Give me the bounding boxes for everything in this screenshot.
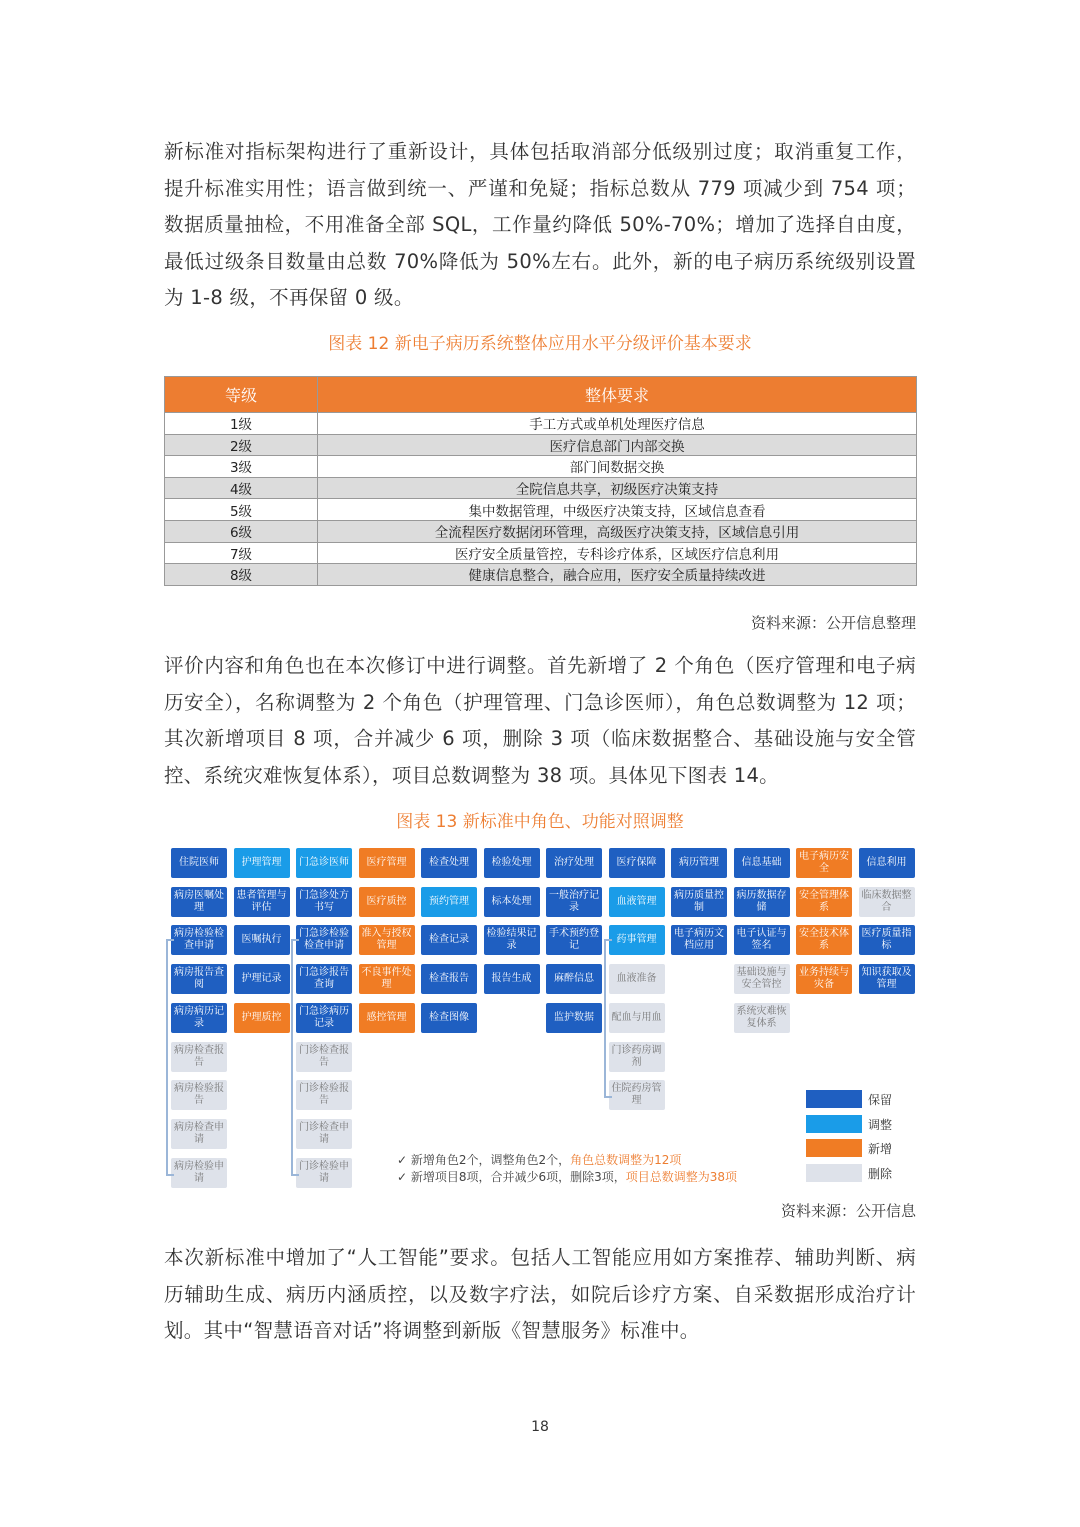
- grade-requirements-table: [164, 376, 917, 586]
- legend-label: 保留: [868, 1093, 893, 1107]
- function-item-box: 病房检验报告: [171, 1080, 227, 1110]
- intro-paragraph: 新标准对指标架构进行了重新设计，具体包括取消部分低级别过度；取消重复工作，提升标准实用性；语言做到统一、严谨和免疑；指标总数从 779 项减少到 754 项；数据质量抽检，不用准备全部 SQL，工作量约降低 50%-70%；增加了选择自由度，最低过级条目数量由总数 70%降低为 50%左右。此外，新的电子病历系统级别设置为 1-8 级，不再保留 0 级。: [164, 140, 916, 309]
- function-item-box: 病房检验检查申请: [171, 925, 227, 955]
- note-text: ✓ 新增项目8项，合并减少6项，删除3项，: [397, 1170, 626, 1184]
- level-cell: 1级: [165, 413, 318, 435]
- table-row: [165, 413, 917, 435]
- table-row: [165, 542, 917, 564]
- role-header-box: 住院医师: [171, 848, 227, 878]
- function-item-box: 门急诊病历记录: [296, 1003, 352, 1033]
- function-item-box: 安全技术体系: [796, 925, 852, 955]
- function-item-box: 电子认证与签名: [734, 925, 790, 955]
- function-item-box: 门诊检查报告: [296, 1042, 352, 1072]
- function-item-box: 检查报告: [421, 964, 477, 994]
- function-item-box: 医疗质控: [359, 887, 415, 917]
- function-item-box: 门诊药房调剂: [609, 1042, 665, 1072]
- function-item-box: 检查记录: [421, 925, 477, 955]
- requirement-cell: 医疗安全质量管控，专科诊疗体系，区域医疗信息利用: [318, 542, 917, 564]
- header-level: 等级: [165, 377, 318, 413]
- roles-paragraph: 评价内容和角色也在本次修订中进行调整。首先新增了 2 个角色（医疗管理和电子病历安全），名称调整为 2 个角色（护理管理、门急诊医师），角色总数调整为 12 项；其次新增项目 8 项，合并减少 6 项，删除 3 项（临床数据整合、基础设施与安全管控、系统灾难恢复体系），项目总数调整为 38 项。具体见下图表 14。: [164, 654, 916, 787]
- function-item-box: 门急诊处方书写: [296, 887, 352, 917]
- summary-note: [397, 1168, 737, 1185]
- level-cell: 7级: [165, 542, 318, 564]
- function-item-box: 安全管理体系: [796, 887, 852, 917]
- function-item-box: 麻醉信息: [546, 964, 602, 994]
- function-item-box: 门诊检查申请: [296, 1119, 352, 1149]
- legend-swatch: [806, 1164, 862, 1182]
- function-item-box: 病历数据存储: [734, 887, 790, 917]
- role-header-box: 护理管理: [234, 848, 290, 878]
- merge-bracket: [291, 939, 299, 1175]
- function-item-box: 门急诊报告查询: [296, 964, 352, 994]
- role-header-box: 门急诊医师: [296, 848, 352, 878]
- table-row: [165, 434, 917, 456]
- level-cell: 3级: [165, 456, 318, 478]
- requirement-cell: 医疗信息部门内部交换: [318, 434, 917, 456]
- function-item-box: 护理记录: [234, 964, 290, 994]
- level-cell: 2级: [165, 434, 318, 456]
- role-header-box: 医疗保障: [609, 848, 665, 878]
- function-item-box: 配血与用血: [609, 1003, 665, 1033]
- function-item-box: 病房检查申请: [171, 1119, 227, 1149]
- level-cell: 5级: [165, 499, 318, 521]
- function-item-box: 业务持续与灾备: [796, 964, 852, 994]
- table-source-note: 资料来源：公开信息整理: [750, 614, 916, 632]
- function-item-box: 病房检查报告: [171, 1042, 227, 1072]
- roles-functions-diagram: [164, 845, 917, 1190]
- requirement-cell: 手工方式或单机处理医疗信息: [318, 413, 917, 435]
- legend-label: 新增: [868, 1142, 893, 1156]
- legend-swatch: [806, 1115, 862, 1133]
- ai-paragraph: 本次新标准中增加了“人工智能”要求。包括人工智能应用如方案推荐、辅助判断、病历辅助生成、病历内涵质控，以及数字疗法，如院后诊疗方案、自采数据形成治疗计划。其中“智慧语音对话”将调整到新版《智慧服务》标准中。: [164, 1246, 916, 1342]
- function-item-box: 基础设施与安全管控: [734, 964, 790, 994]
- table-row: [165, 477, 917, 499]
- function-item-box: 血液准备: [609, 964, 665, 994]
- table-row: [165, 564, 917, 586]
- role-header-box: 电子病历安全: [796, 848, 852, 878]
- requirement-cell: 健康信息整合，融合应用，医疗安全质量持续改进: [318, 564, 917, 586]
- function-item-box: 电子病历文档应用: [671, 925, 727, 955]
- requirement-cell: 全院信息共享，初级医疗决策支持: [318, 477, 917, 499]
- function-item-box: 监护数据: [546, 1003, 602, 1033]
- function-item-box: 预约管理: [421, 887, 477, 917]
- role-header-box: 治疗处理: [546, 848, 602, 878]
- note-highlight: 角色总数调整为12项: [570, 1153, 682, 1167]
- legend-label: 调整: [868, 1117, 893, 1132]
- function-item-box: 手术预约登记: [546, 925, 602, 955]
- requirement-cell: 部门间数据交换: [318, 456, 917, 478]
- function-item-box: 护理质控: [234, 1003, 290, 1033]
- requirement-cell: 集中数据管理，中级医疗决策支持，区域信息查看: [318, 499, 917, 521]
- role-header-box: 信息利用: [859, 848, 915, 878]
- role-header-box: 病历管理: [671, 848, 727, 878]
- function-item-box: 门诊检验报告: [296, 1080, 352, 1110]
- function-item-box: 临床数据整合: [859, 887, 915, 917]
- level-cell: 6级: [165, 520, 318, 542]
- table-row: [165, 499, 917, 521]
- function-item-box: 不良事件处理: [359, 964, 415, 994]
- note-text: ✓ 新增角色2个，调整角色2个，: [397, 1153, 571, 1167]
- level-cell: 4级: [165, 477, 318, 499]
- function-item-box: 病房报告查阅: [171, 964, 227, 994]
- merge-bracket: [166, 939, 174, 1175]
- function-item-box: 血液管理: [609, 887, 665, 917]
- function-item-box: 医嘱执行: [234, 925, 290, 955]
- function-item-box: 病房病历记录: [171, 1003, 227, 1033]
- legend-swatch: [806, 1090, 862, 1108]
- function-item-box: 一般治疗记录: [546, 887, 602, 917]
- figure-13-caption: 图表 13 新标准中角色、功能对照调整: [396, 812, 684, 832]
- role-header-box: 检查处理: [421, 848, 477, 878]
- legend-label: 删除: [868, 1166, 893, 1181]
- level-cell: 8级: [165, 564, 318, 586]
- role-header-box: 医疗管理: [359, 848, 415, 878]
- function-item-box: 报告生成: [484, 964, 540, 994]
- role-header-box: 信息基础: [734, 848, 790, 878]
- table-row: [165, 520, 917, 542]
- role-header-box: 检验处理: [484, 848, 540, 878]
- function-item-box: 门急诊检验检查申请: [296, 925, 352, 955]
- function-item-box: 准入与授权管理: [359, 925, 415, 955]
- legend-swatch: [806, 1139, 862, 1157]
- function-item-box: 病房医嘱处理: [171, 887, 227, 917]
- function-item-box: 检验结果记录: [484, 925, 540, 955]
- summary-note: [397, 1151, 681, 1168]
- function-item-box: 系统灾难恢复体系: [734, 1003, 790, 1033]
- function-item-box: 病房检验申请: [171, 1158, 227, 1188]
- function-item-box: 药事管理: [609, 925, 665, 955]
- function-item-box: 患者管理与评估: [234, 887, 290, 917]
- table-header-row: [165, 377, 917, 413]
- merge-bracket: [604, 939, 612, 1098]
- note-highlight: 项目总数调整为38项: [625, 1170, 738, 1184]
- figure-12-caption: 图表 12 新电子病历系统整体应用水平分级评价基本要求: [328, 334, 752, 354]
- page-number: 18: [531, 1419, 549, 1435]
- function-item-box: 病历质量控制: [671, 887, 727, 917]
- function-item-box: 医疗质量指标: [859, 925, 915, 955]
- function-item-box: 标本处理: [484, 887, 540, 917]
- header-requirement: 整体要求: [318, 377, 917, 413]
- table-row: [165, 456, 917, 478]
- function-item-box: 感控管理: [359, 1003, 415, 1033]
- function-item-box: 知识获取及管理: [859, 964, 915, 994]
- function-item-box: 检查图像: [421, 1003, 477, 1033]
- function-item-box: 门诊检验申请: [296, 1158, 352, 1188]
- function-item-box: 住院药房管理: [609, 1080, 665, 1110]
- diagram-source-note: 资料来源：公开信息: [780, 1202, 916, 1220]
- requirement-cell: 全流程医疗数据闭环管理，高级医疗决策支持，区域信息引用: [318, 520, 917, 542]
